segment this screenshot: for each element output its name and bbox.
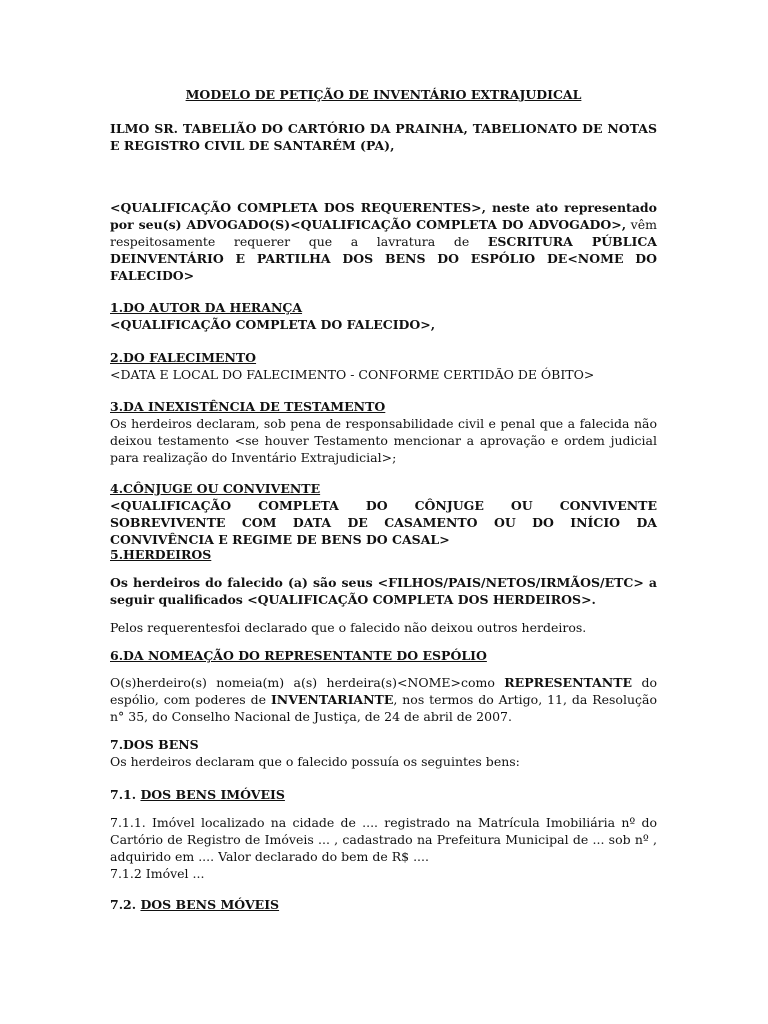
section-6-part-a: O(s)herdeiro(s) nomeia(m) a(s) herdeira(s)<NOME>como xyxy=(110,675,505,690)
section-5-body-2: Pelos requerentesfoi declarado que o falecido não deixou outros herdeiros. xyxy=(110,620,587,635)
section-7-heading: 7.DOS BENS xyxy=(110,737,199,752)
section-5-body-1: Os herdeiros do falecido (a) são seus <FILHOS/PAIS/NETOS/IRMÃOS/ETC> a seguir qualificados <QUALIFICAÇÃO COMPLETA DOS HERDEIROS>. xyxy=(110,575,657,607)
section-7-1-heading xyxy=(110,786,657,803)
intro-paragraph xyxy=(110,199,657,284)
document-title: MODELO DE PETIÇÃO DE INVENTÁRIO EXTRAJUDICAL xyxy=(185,87,582,102)
section-3-body: Os herdeiros declaram, sob pena de responsabilidade civil e penal que a falecida não deixou testamento <se houver Testamento mencionar a aprovação e ordem judicial para realização do Inventário Extrajudicial>; xyxy=(110,416,657,465)
section-7-1-1-body: 7.1.1. Imóvel localizado na cidade de .... registrado na Matrícula Imobiliária nº do Cartório de Registro de Imóveis ... , cadastrado na Prefeitura Municipal de ... sob nº , adquirido em .... Valor declarado do bem de R$ .... xyxy=(110,815,657,864)
section-2 xyxy=(110,349,657,383)
section-6-heading: 6.DA NOMEAÇÃO DO REPRESENTANTE DO ESPÓLIO xyxy=(110,648,487,663)
section-1 xyxy=(110,299,657,333)
section-7-1-2-item: 7.1.2 Imóvel ... xyxy=(110,866,205,881)
section-3 xyxy=(110,398,657,466)
addressee: ILMO SR. TABELIÃO DO CARTÓRIO DA PRAINHA, TABELIONATO DE NOTAS E REGISTRO CIVIL DE SANTARÉM (PA), xyxy=(110,121,657,153)
intro-part-1: <QUALIFICAÇÃO COMPLETA DOS REQUERENTES>, neste ato representado por seu(s) ADVOGADO(S)<QUALIFICAÇÃO COMPLETA DO ADVOGADO>, xyxy=(110,200,657,232)
section-7-body: Os herdeiros declaram que o falecido possuía os seguintes bens: xyxy=(110,754,520,769)
section-4-body: <QUALIFICAÇÃO COMPLETA DO CÔNJUGE OU CONVIVENTE SOBREVIVENTE COM DATA DE CASAMENTO OU DO INÍCIO DA CONVIVÊNCIA E REGIME DE BENS DO CASAL> xyxy=(110,498,657,547)
section-6-part-c: do espólio, com poderes de xyxy=(110,675,657,707)
section-7-2-title: DOS BENS MÓVEIS xyxy=(140,897,280,912)
section-7-1-number: 7.1. xyxy=(110,787,141,802)
section-6-representante: REPRESENTANTE xyxy=(504,675,633,690)
section-3-heading: 3.DA INEXISTÊNCIA DE TESTAMENTO xyxy=(110,399,386,414)
section-2-body: <DATA E LOCAL DO FALECIMENTO - CONFORME CERTIDÃO DE ÓBITO> xyxy=(110,367,595,382)
section-1-heading: 1.DO AUTOR DA HERANÇA xyxy=(110,300,303,315)
intro-part-3: ESCRITURA PÚBLICA DEINVENTÁRIO E PARTILHA DOS BENS DO ESPÓLIO DE<NOME DO FALECIDO> xyxy=(110,234,657,283)
section-6-inventariante: INVENTARIANTE xyxy=(270,692,394,707)
section-1-body: <QUALIFICAÇÃO COMPLETA DO FALECIDO>, xyxy=(110,317,436,332)
section-2-heading: 2.DO FALECIMENTO xyxy=(110,350,257,365)
section-4-heading: 4.CÔNJUGE OU CONVIVENTE xyxy=(110,481,321,496)
section-7-1-title: DOS BENS IMÓVEIS xyxy=(140,787,285,802)
intro-part-2: vêm respeitosamente requerer que a lavratura de xyxy=(110,217,657,249)
section-5-heading: 5.HERDEIROS xyxy=(110,547,212,562)
section-7-2-number: 7.2. xyxy=(110,897,141,912)
section-7-2-heading xyxy=(110,896,657,913)
section-7 xyxy=(110,736,657,770)
section-6-part-e: , nos termos do Artigo, 11, da Resolução n° 35, do Conselho Nacional de Justiça, de 24 de abril de 2007. xyxy=(110,692,657,724)
section-6-body xyxy=(110,674,657,725)
section-4 xyxy=(110,480,657,548)
